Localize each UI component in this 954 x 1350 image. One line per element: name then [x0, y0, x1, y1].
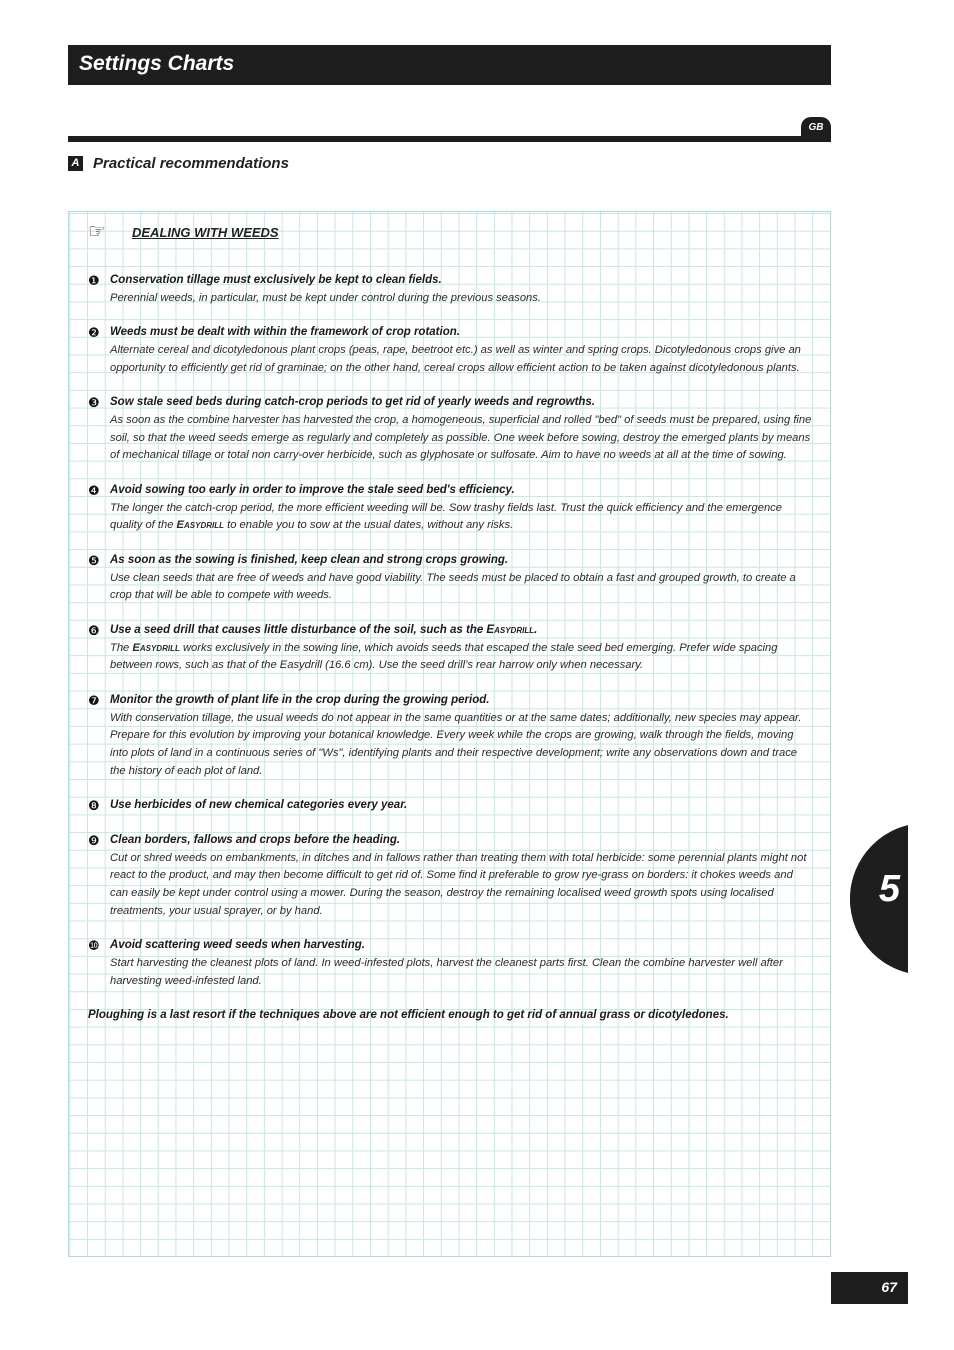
item-body: [110, 500, 813, 535]
box-heading-text: DEALING WITH WEEDS: [132, 224, 279, 240]
item-body: With conservation tillage, the usual weeds do not appear in the same quantities or at the same dates; additionally, new species may appear. Prepare for this evolution by improving your botanical knowledge. Every week while the crops are growing, walk through the fields, moving into plots of land in a continuous series of "Ws", identifying plants and their respective development; write any observations down and trace the history of each plot of land.: [110, 711, 802, 777]
item-body: Cut or shred weeds on embankments, in ditches and in fallows rather than treating them with total herbicide: some perennial plants might not react to the product, and may then become difficult to get rid of. Some find it preferable to grow rye-grass on borders: it chokes weeds and can easily be kept under control using a mower. During the season, destroy the remaining localised weed growth spots using localised treatments, your usual sprayer, or by hand.: [110, 851, 807, 917]
section-letter-badge: A: [68, 156, 83, 171]
item-title: [110, 622, 813, 640]
box-heading: [88, 220, 813, 244]
item-title: Clean borders, fallows and crops before the heading.: [110, 834, 401, 846]
item-number: ❼: [88, 693, 100, 708]
item-title: Avoid scattering weed seeds when harvesting.: [110, 939, 365, 952]
list-item: [88, 272, 813, 307]
page-margin: [908, 0, 954, 1350]
item-number: ❾: [88, 833, 100, 848]
item-title: Monitor the growth of plant life in the crop during the growing period.: [110, 694, 490, 706]
body-text: The: [110, 641, 133, 654]
item-body: Alternate cereal and dicotyledonous plant crops (peas, rape, beetroot etc.) as well as winter and spring crops. Dicotyledonous crops give an opportunity to efficiently get rid of graminae; on the other hand, cereal crops allow efficient action to be taken against dicotyledonous plants.: [110, 343, 801, 374]
list-item: [88, 937, 813, 990]
list-item: [88, 692, 813, 780]
item-number: ❽: [88, 798, 100, 814]
item-title: Sow stale seed beds during catch-crop periods to get rid of yearly weeds and regrowths.: [110, 396, 596, 409]
list-item: [88, 797, 813, 815]
brand-name: Easydrill: [486, 624, 535, 636]
header-rule: [68, 136, 831, 142]
item-title: Weeds must be dealt with within the framework of crop rotation.: [110, 326, 460, 339]
weeds-content: [88, 220, 813, 1025]
item-number: ❸: [88, 395, 100, 411]
item-number: ❿: [88, 938, 100, 954]
list-item: [88, 324, 813, 377]
title-text: .: [534, 624, 538, 636]
brand-name: Easydrill: [176, 519, 225, 532]
page-title-bar: [68, 45, 831, 85]
item-number: ❻: [88, 623, 100, 638]
item-number: ❺: [88, 553, 100, 568]
page-title: Settings Charts: [79, 52, 235, 75]
body-text: works exclusively in the sowing line, which avoids seeds that escaped the stale seed bed emerging. Prefer wide spacing between rows, such as that of the Easydrill (16.6 cm). Use the seed drill’s rear harrow only when necessary.: [110, 641, 778, 672]
item-body: As soon as the combine harvester has harvested the crop, a homogeneous, superficial and rolled "bed" of seeds must be prepared, using fine soil, so that the weed seeds emerge as regularly and completely as possible. One week before sowing, destroy the emerged plants by means of mechanical tillage or total non carry-over herbicide, such as glyphosate or sulfosate. Aim to have no weeds at all at the time of sowing.: [110, 413, 812, 462]
body-text: The longer the catch-crop period, the more efficient weeding will be. Sow trashy fields last. Trust the quick efficiency and the emergence quality of the: [110, 501, 783, 532]
item-body: Perennial weeds, in particular, must be kept under control during the previous seasons.: [110, 291, 541, 304]
page-number: 67: [831, 1272, 908, 1304]
item-title: Avoid sowing too early in order to improve the stale seed bed's efficiency.: [110, 484, 515, 496]
item-number: ❶: [88, 273, 100, 288]
pointing-hand-icon: ☞: [88, 221, 106, 243]
item-number: ❹: [88, 483, 100, 498]
language-badge: GB: [801, 117, 831, 137]
list-item: [88, 832, 813, 920]
item-title: Use herbicides of new chemical categories every year.: [110, 799, 408, 812]
list-item: [88, 622, 813, 675]
final-note: Ploughing is a last resort if the techniques above are not efficient enough to get rid of annual grass or dicotyledones.: [88, 1009, 729, 1022]
item-title: As soon as the sowing is finished, keep clean and strong crops growing.: [110, 554, 509, 566]
item-title: Conservation tillage must exclusively be kept to clean fields.: [110, 274, 442, 286]
body-text: to enable you to sow at the usual dates, without any risks.: [224, 519, 514, 532]
section-heading: [68, 153, 289, 173]
list-item: [88, 482, 813, 535]
list-item: [88, 394, 813, 465]
list-item: [88, 552, 813, 605]
item-body: [110, 640, 813, 675]
item-number: ❷: [88, 325, 100, 341]
item-body: Start harvesting the cleanest plots of land. In weed-infested plots, harvest the cleanest parts first. Clean the combine harvester well after harvesting weed-infested land.: [110, 957, 783, 987]
title-text: Use a seed drill that causes little disturbance of the soil, such as the: [110, 624, 487, 636]
brand-name: Easydrill: [132, 641, 180, 654]
section-title: Practical recommendations: [93, 154, 289, 172]
item-body: Use clean seeds that are free of weeds and have good viability. The seeds must be placed to obtain a fast and grouped growth, to create a crop that will be able to compete with weeds.: [110, 571, 796, 602]
chapter-number: 5: [878, 868, 901, 910]
